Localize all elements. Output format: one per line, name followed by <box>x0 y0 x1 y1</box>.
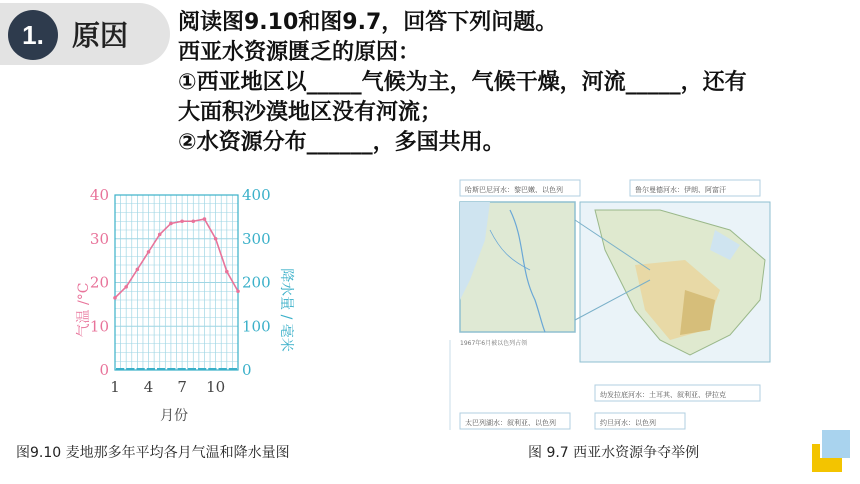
x-axis-label: 月份 <box>160 408 188 424</box>
question-line: 大面积沙漠地区没有河流； <box>178 100 443 125</box>
y-axis-left-label: 气温 /°C <box>76 282 92 338</box>
y-left-tick: 0 <box>99 361 109 379</box>
y-axis-right-label: 降水量 / 毫米 <box>278 268 294 352</box>
map-label: 1967年6月被以色列占领 <box>460 340 528 347</box>
temperature-point <box>203 217 207 221</box>
map-label: 哈斯巴尼河水：黎巴嫩、以色列 <box>465 186 563 194</box>
precipitation-bar <box>116 368 124 370</box>
precipitation-bar <box>137 368 145 370</box>
chart-grid <box>115 195 238 370</box>
temperature-point <box>225 270 229 274</box>
temperature-point <box>113 296 117 300</box>
y-left-tick: 40 <box>89 186 109 204</box>
precipitation-bar <box>198 368 206 370</box>
temperature-point <box>136 268 140 272</box>
y-right-tick: 200 <box>242 273 271 292</box>
map-label: 幼发拉底河水：土耳其、叙利亚、伊拉克 <box>600 391 726 399</box>
map-label: 鲁尔曼德河水：伊朗、阿富汗 <box>635 186 726 194</box>
y-left-tick: 10 <box>89 317 109 336</box>
y-right-tick: 300 <box>242 229 271 248</box>
precipitation-bar <box>167 368 175 370</box>
temperature-point <box>214 237 218 241</box>
question-line: 阅读图9.10和图9.7，回答下列问题。 <box>178 10 558 35</box>
question-line: ②水资源分布______，多国共用。 <box>178 130 505 155</box>
question-line: 西亚水资源匮乏的原因： <box>178 40 421 65</box>
temperature-point <box>158 233 162 237</box>
y-left-tick: 20 <box>89 273 109 292</box>
question-text <box>178 8 848 158</box>
water-dispute-map <box>430 170 780 435</box>
caption-right: 图 9.7 西亚水资源争夺举例 <box>528 445 700 461</box>
temperature-point <box>124 285 128 289</box>
precipitation-bar <box>126 368 134 370</box>
precipitation-bar <box>188 368 196 370</box>
temperature-point <box>236 289 240 293</box>
temperature-point <box>191 219 195 223</box>
y-right-tick: 400 <box>242 186 271 204</box>
y-right-tick: 100 <box>242 317 271 336</box>
climate-chart <box>60 180 300 430</box>
section-number: 1. <box>8 10 58 60</box>
temperature-point <box>169 222 173 226</box>
map-label: 约旦河水：以色列 <box>600 419 656 427</box>
temperature-point <box>147 250 151 254</box>
precipitation-bar <box>229 368 237 370</box>
caption-left: 图9.10 麦地那多年平均各月气温和降水量图 <box>16 445 290 461</box>
y-left-tick: 30 <box>89 229 109 248</box>
precipitation-bar <box>178 368 186 370</box>
precipitation-bar <box>219 368 227 370</box>
y-right-tick: 0 <box>242 361 252 379</box>
precipitation-bar <box>157 368 165 370</box>
section-title: 原因 <box>72 19 129 52</box>
x-tick: 7 <box>177 378 187 396</box>
temperature-point <box>180 219 184 223</box>
x-tick: 1 <box>110 378 120 396</box>
precipitation-bar <box>208 368 216 370</box>
question-line: ①西亚地区以_____气候为主，气候干燥，河流_____，还有 <box>178 70 747 95</box>
precipitation-bar <box>147 368 155 370</box>
x-tick: 4 <box>143 378 154 396</box>
map-label: 太巴列湖水：叙利亚、以色列 <box>465 419 556 427</box>
corner-decoration-blue <box>822 430 850 458</box>
x-tick: 10 <box>206 378 226 396</box>
